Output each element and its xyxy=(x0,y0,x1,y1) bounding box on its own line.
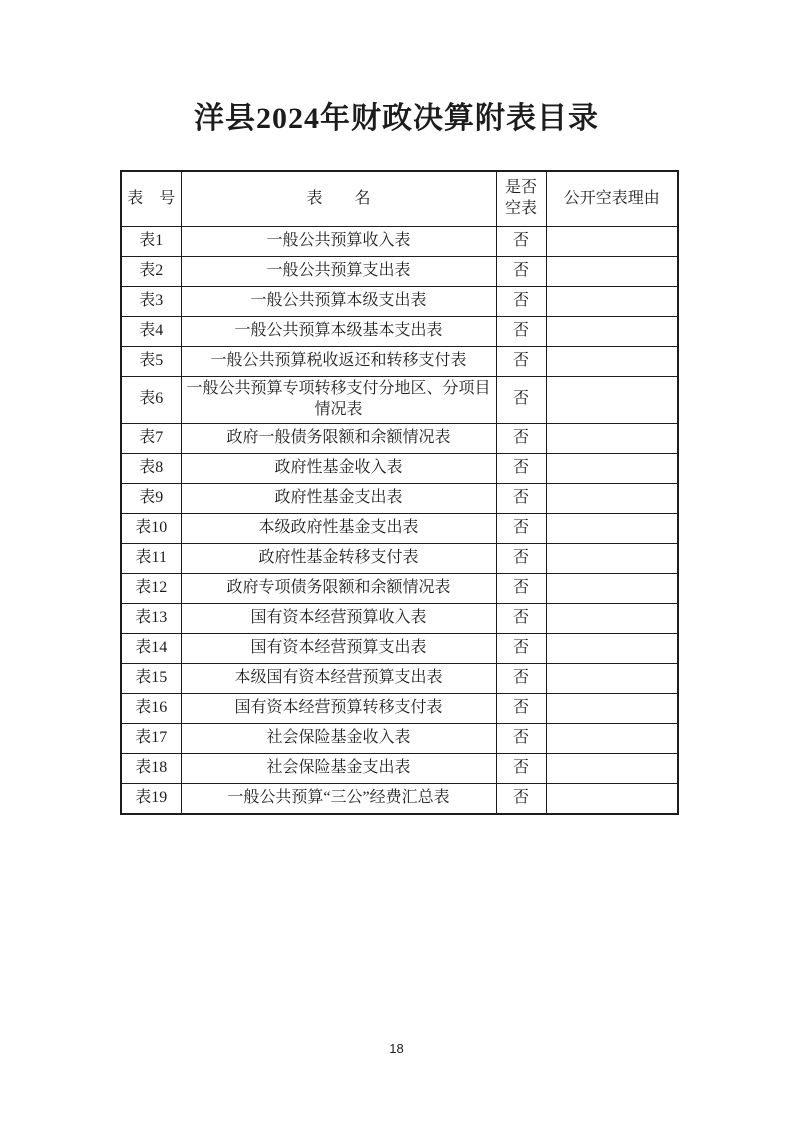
cell-table-name: 一般公共预算税收返还和转移支付表 xyxy=(181,347,496,377)
header-row xyxy=(121,171,678,227)
cell-table-name: 一般公共预算“三公”经费汇总表 xyxy=(181,783,496,814)
cell-table-no: 表19 xyxy=(121,783,181,814)
table-row xyxy=(121,693,678,723)
table-row xyxy=(121,753,678,783)
cell-is-empty: 否 xyxy=(496,513,546,543)
cell-table-no: 表16 xyxy=(121,693,181,723)
cell-table-name: 政府性基金转移支付表 xyxy=(181,543,496,573)
table-row xyxy=(121,347,678,377)
cell-is-empty: 否 xyxy=(496,693,546,723)
cell-empty-reason xyxy=(546,317,678,347)
cell-table-no: 表15 xyxy=(121,663,181,693)
cell-is-empty: 否 xyxy=(496,483,546,513)
table-row xyxy=(121,453,678,483)
cell-empty-reason xyxy=(546,603,678,633)
table-row xyxy=(121,783,678,814)
cell-table-name: 政府专项债务限额和余额情况表 xyxy=(181,573,496,603)
cell-empty-reason xyxy=(546,513,678,543)
cell-table-name: 本级政府性基金支出表 xyxy=(181,513,496,543)
cell-table-name: 政府性基金收入表 xyxy=(181,453,496,483)
table-row xyxy=(121,227,678,257)
cell-table-no: 表3 xyxy=(121,287,181,317)
cell-empty-reason xyxy=(546,783,678,814)
cell-is-empty: 否 xyxy=(496,753,546,783)
cell-table-no: 表11 xyxy=(121,543,181,573)
table-row xyxy=(121,663,678,693)
page-number: 18 xyxy=(389,1041,404,1056)
cell-table-no: 表2 xyxy=(121,257,181,287)
cell-empty-reason xyxy=(546,423,678,453)
cell-table-no: 表13 xyxy=(121,603,181,633)
cell-table-no: 表8 xyxy=(121,453,181,483)
cell-empty-reason xyxy=(546,693,678,723)
cell-table-name: 一般公共预算收入表 xyxy=(181,227,496,257)
cell-table-name: 一般公共预算支出表 xyxy=(181,257,496,287)
cell-is-empty: 否 xyxy=(496,453,546,483)
cell-is-empty: 否 xyxy=(496,227,546,257)
cell-table-no: 表7 xyxy=(121,423,181,453)
page-title: 洋县2024年财政决算附表目录 xyxy=(194,102,599,135)
cell-empty-reason xyxy=(546,347,678,377)
cell-table-no: 表1 xyxy=(121,227,181,257)
table-row xyxy=(121,377,678,424)
table-row xyxy=(121,483,678,513)
cell-table-name: 本级国有资本经营预算支出表 xyxy=(181,663,496,693)
cell-is-empty: 否 xyxy=(496,783,546,814)
table-row xyxy=(121,543,678,573)
cell-table-no: 表6 xyxy=(121,377,181,424)
cell-table-no: 表12 xyxy=(121,573,181,603)
cell-is-empty: 否 xyxy=(496,287,546,317)
cell-table-no: 表9 xyxy=(121,483,181,513)
cell-table-no: 表18 xyxy=(121,753,181,783)
cell-is-empty: 否 xyxy=(496,423,546,453)
cell-is-empty: 否 xyxy=(496,723,546,753)
cell-empty-reason xyxy=(546,377,678,424)
cell-empty-reason xyxy=(546,723,678,753)
cell-is-empty: 否 xyxy=(496,603,546,633)
table-row xyxy=(121,603,678,633)
cell-empty-reason xyxy=(546,633,678,663)
header-table-name: 表 名 xyxy=(181,171,496,227)
cell-table-name: 政府一般债务限额和余额情况表 xyxy=(181,423,496,453)
cell-empty-reason xyxy=(546,753,678,783)
table-row xyxy=(121,513,678,543)
table-row xyxy=(121,573,678,603)
cell-table-no: 表5 xyxy=(121,347,181,377)
cell-is-empty: 否 xyxy=(496,663,546,693)
cell-table-name: 政府性基金支出表 xyxy=(181,483,496,513)
cell-is-empty: 否 xyxy=(496,377,546,424)
cell-empty-reason xyxy=(546,287,678,317)
cell-is-empty: 否 xyxy=(496,573,546,603)
table-row xyxy=(121,723,678,753)
cell-table-name: 社会保险基金支出表 xyxy=(181,753,496,783)
cell-is-empty: 否 xyxy=(496,347,546,377)
cell-table-no: 表4 xyxy=(121,317,181,347)
cell-table-no: 表17 xyxy=(121,723,181,753)
cell-table-name: 一般公共预算专项转移支付分地区、分项目情况表 xyxy=(181,377,496,424)
cell-empty-reason xyxy=(546,573,678,603)
cell-table-name: 国有资本经营预算转移支付表 xyxy=(181,693,496,723)
cell-empty-reason xyxy=(546,257,678,287)
table-row xyxy=(121,287,678,317)
table-row xyxy=(121,257,678,287)
cell-is-empty: 否 xyxy=(496,543,546,573)
cell-table-name: 社会保险基金收入表 xyxy=(181,723,496,753)
table-row xyxy=(121,423,678,453)
toc-table xyxy=(120,170,679,815)
table-row xyxy=(121,633,678,663)
cell-table-name: 一般公共预算本级基本支出表 xyxy=(181,317,496,347)
cell-table-no: 表14 xyxy=(121,633,181,663)
header-empty-reason: 公开空表理由 xyxy=(546,171,678,227)
header-table-no: 表 号 xyxy=(121,171,181,227)
table-row xyxy=(121,317,678,347)
cell-table-name: 国有资本经营预算支出表 xyxy=(181,633,496,663)
cell-is-empty: 否 xyxy=(496,257,546,287)
cell-table-name: 一般公共预算本级支出表 xyxy=(181,287,496,317)
cell-empty-reason xyxy=(546,227,678,257)
header-is-empty: 是否空表 xyxy=(496,171,546,227)
cell-empty-reason xyxy=(546,663,678,693)
cell-is-empty: 否 xyxy=(496,633,546,663)
cell-empty-reason xyxy=(546,483,678,513)
cell-empty-reason xyxy=(546,453,678,483)
cell-empty-reason xyxy=(546,543,678,573)
cell-table-no: 表10 xyxy=(121,513,181,543)
cell-table-name: 国有资本经营预算收入表 xyxy=(181,603,496,633)
cell-is-empty: 否 xyxy=(496,317,546,347)
